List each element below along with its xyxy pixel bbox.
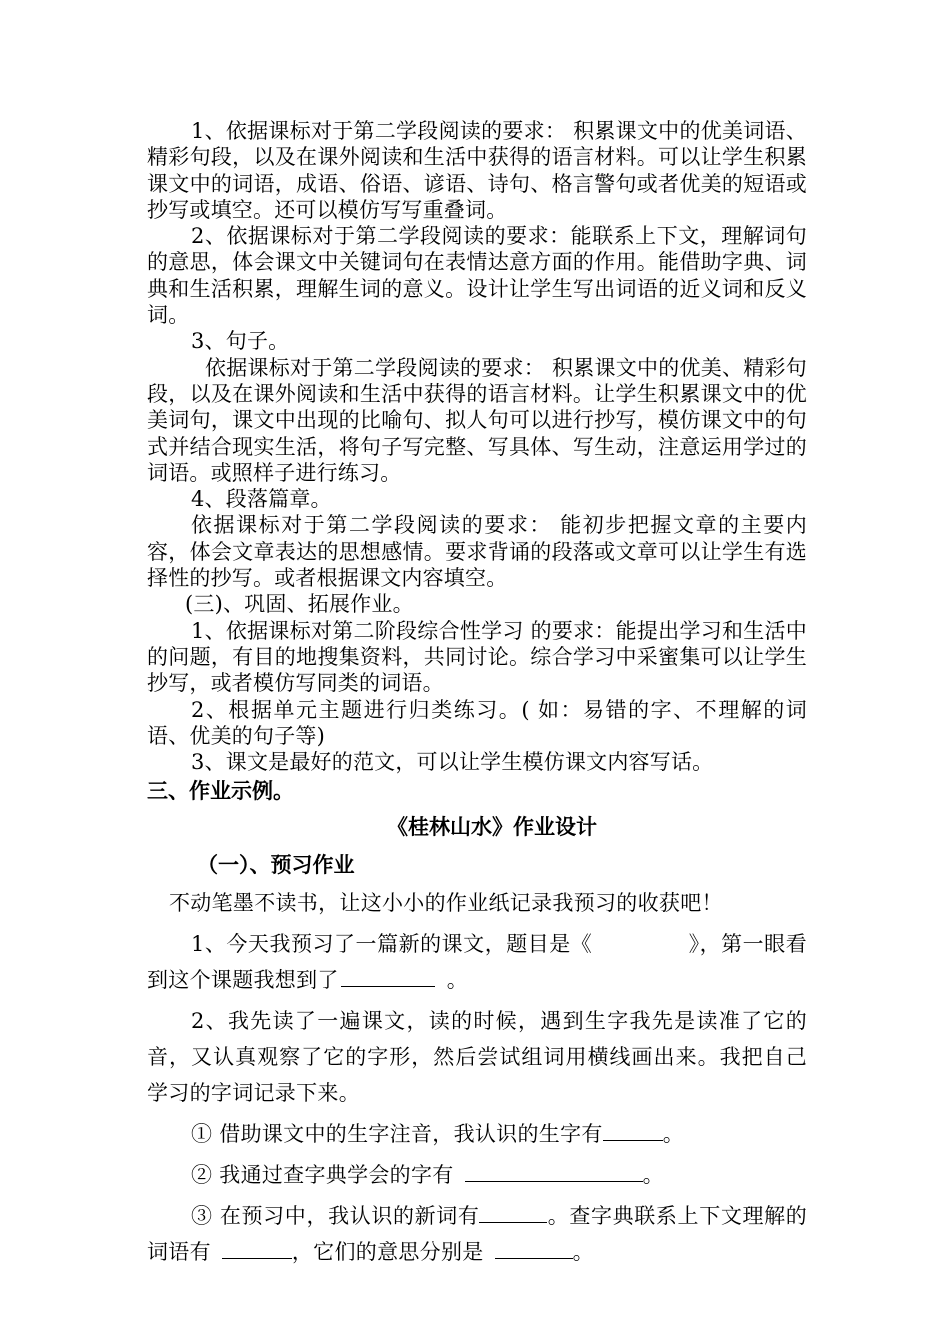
dictionary-characters-blank[interactable] xyxy=(465,1163,643,1182)
question-2-item-3 xyxy=(147,1198,807,1270)
question-1-text-b: 》，第一眼看到这个课题我想到了 xyxy=(147,932,807,993)
section-heading: 三、作业示例。 xyxy=(147,779,294,804)
paragraph-sentence-heading: 3、句子。 xyxy=(191,329,290,354)
paragraph-synonyms-antonyms: 2、依据课标对于第二学段阅读的要求：能联系上下文，理解词句的意思，体会课文中关键词句在表情达意方面的作用。能借助字典、词典和生活积累，理解生词的意义。设计让学生写出词语的近义词和反义词。 xyxy=(147,224,807,328)
question-2-item-2 xyxy=(147,1157,807,1193)
item-2-text-a: ② 我通过查字典学会的字有 xyxy=(191,1163,461,1188)
paragraph-imitation-writing: 3、课文是最好的范文，可以让学生模仿课文内容写话。 xyxy=(191,750,714,775)
paragraph-comprehensive-learning: 1、依据课标对第二阶段综合性学习 的要求：能提出学习和生活中的问题，有目的地搜集资料，共同讨论。综合学习中采蜜集可以让学生抄写，或者模仿写同类的词语。 xyxy=(147,618,807,696)
paragraph-passage-heading: 4、段落篇章。 xyxy=(191,487,332,512)
paragraph-consolidation-heading: (三)、巩固、拓展作业。 xyxy=(185,592,414,617)
item-1-text-a: ① 借助课文中的生字注音，我认识的生字有 xyxy=(191,1122,603,1147)
question-1-text-a: 1、今天我预习了一篇新的课文，题目是《 xyxy=(191,932,593,957)
item-3-text-c: ，它们的意思分别是 xyxy=(291,1240,491,1265)
meanings-blank[interactable] xyxy=(495,1240,573,1259)
paragraph-vocabulary-accumulation: 1、依据课标对于第二学段阅读的要求： 积累课文中的优美词语、精彩句段，以及在课外阅读和生活中获得的语言材料。可以让学生积累课文中的词语，成语、俗语、谚语、诗句、格言警句或者优美的短语或抄写或填空。还可以模仿写写重叠词。 xyxy=(147,119,807,222)
first-impression-blank[interactable] xyxy=(341,968,435,987)
paragraph-classification-practice: 2、根据单元主题进行归类练习。( 如：易错的字、不理解的词语、优美的句子等) xyxy=(147,697,807,748)
question-2: 2、我先读了一遍课文，读的时候，遇到生字我先是读准了它的音，又认真观察了它的字形，然后尝试组词用横线画出来。我把自己学习的字词记录下来。 xyxy=(147,1009,807,1106)
sub-heading-preview: （一）、预习作业 xyxy=(197,853,355,878)
document-title: 《桂林山水》作业设计 xyxy=(387,815,597,840)
question-1-text-c: 。 xyxy=(446,968,469,993)
document-page xyxy=(147,118,807,1270)
new-words-blank[interactable] xyxy=(479,1204,547,1223)
intro-line: 不动笔墨不读书，让这小小的作业纸记录我预习的收获吧！ xyxy=(169,891,723,916)
question-1 xyxy=(147,926,807,998)
item-2-text-b: 。 xyxy=(642,1163,664,1188)
new-characters-blank[interactable] xyxy=(603,1122,663,1141)
paragraph-sentence-practice: 依据课标对于第二学段阅读的要求： 积累课文中的优美、精彩句段，以及在课外阅读和生活中获得的语言材料。让学生积累课文中的优美词句，课文中出现的比喻句、拟人句可以进行抄写，模仿课文中的句式并结合现实生活，将句子写完整、写具体、写生动，注意运用学过的词语。或照样子进行练习。 xyxy=(147,355,807,485)
item-3-text-d: 。 xyxy=(572,1240,594,1265)
item-3-text-a: ③ 在预习中，我认识的新词有 xyxy=(191,1204,480,1229)
paragraph-passage-practice: 依据课标对于第二学段阅读的要求： 能初步把握文章的主要内容，体会文章表达的思想感情。要求背诵的段落或文章可以让学生有选择性的抄写。或者根据课文内容填空。 xyxy=(147,513,807,591)
item-1-text-b: 。 xyxy=(662,1122,684,1147)
understood-words-blank[interactable] xyxy=(222,1240,292,1259)
question-2-item-1 xyxy=(147,1116,807,1152)
item-3-text-b: 。查字典联系上下文理解的词语有 xyxy=(147,1204,807,1265)
